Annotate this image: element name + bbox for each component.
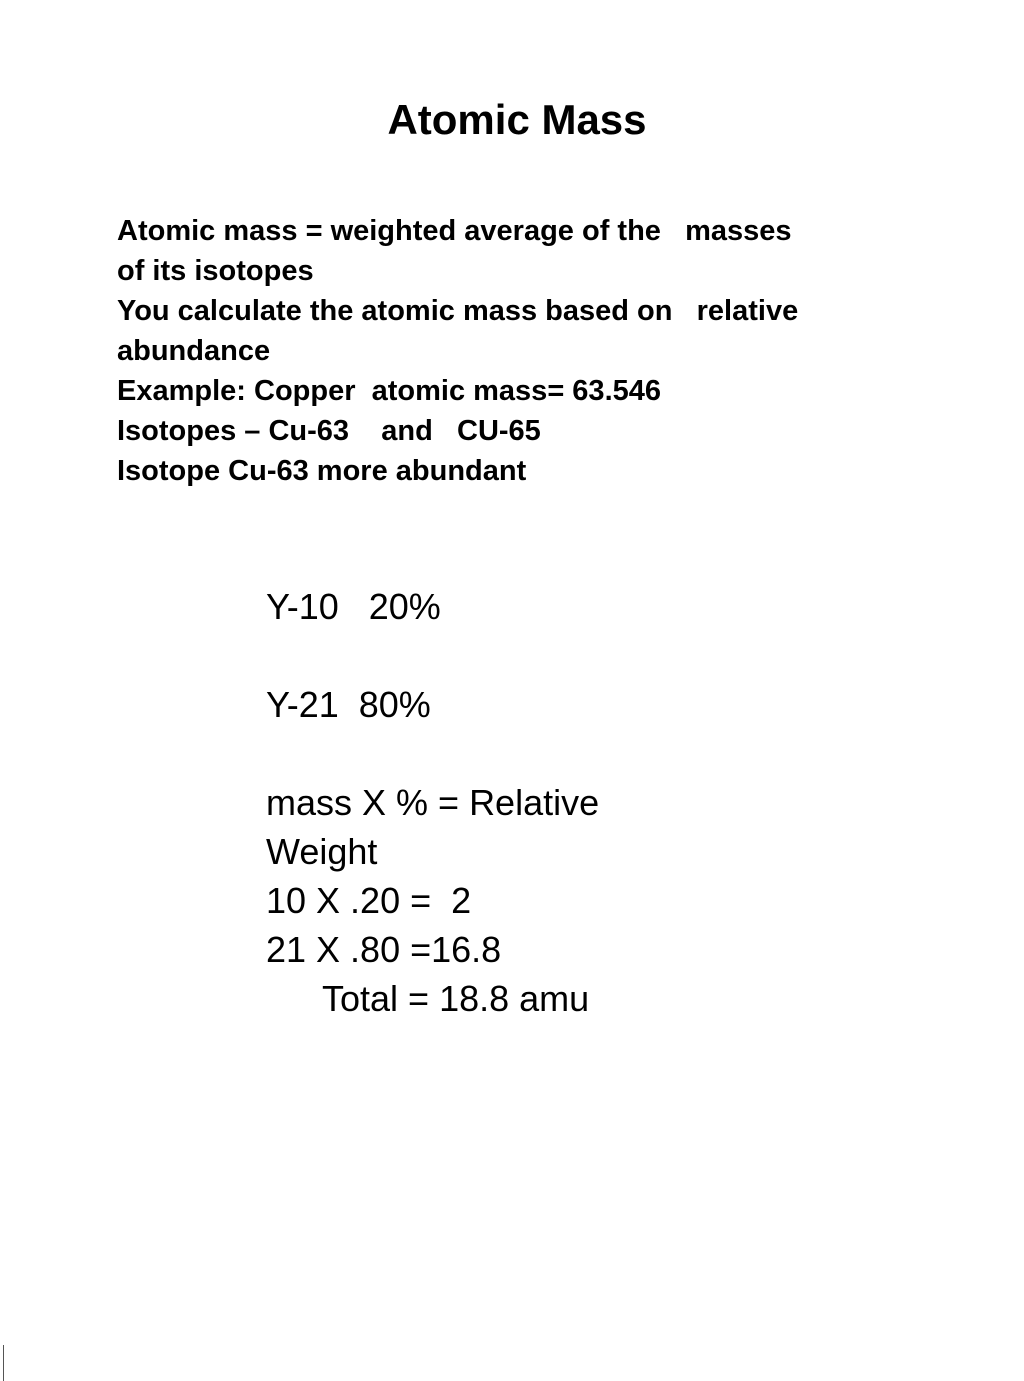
calc-step-1: 10 X .20 = 2 xyxy=(266,880,472,921)
calculation-block xyxy=(266,582,786,1023)
formula-line: mass X % = Relative xyxy=(266,782,600,823)
intro-line-isotopes: Isotopes – Cu-63 and CU-65 xyxy=(117,415,541,447)
spacer xyxy=(266,631,786,680)
intro-line-calculation-cont: abundance xyxy=(117,335,271,367)
formula-line-cont: Weight xyxy=(266,831,378,872)
intro-line-definition-cont: of its isotopes xyxy=(117,255,314,287)
intro-line-calculation: You calculate the atomic mass based on relative xyxy=(117,295,799,327)
intro-text-block xyxy=(117,211,917,491)
intro-line-example: Example: Copper atomic mass= 63.546 xyxy=(117,375,662,407)
spacer xyxy=(266,729,786,778)
calc-total: Total = 18.8 amu xyxy=(322,978,590,1019)
page-title: Atomic Mass xyxy=(387,96,647,143)
page-edge-divider xyxy=(3,1345,4,1381)
calc-step-2: 21 X .80 =16.8 xyxy=(266,929,502,970)
isotope-y21-line: Y-21 80% xyxy=(266,684,431,725)
intro-line-abundance: Isotope Cu-63 more abundant xyxy=(117,455,527,487)
intro-line-definition: Atomic mass = weighted average of the masses xyxy=(117,215,792,247)
isotope-y10-line: Y-10 20% xyxy=(266,586,441,627)
